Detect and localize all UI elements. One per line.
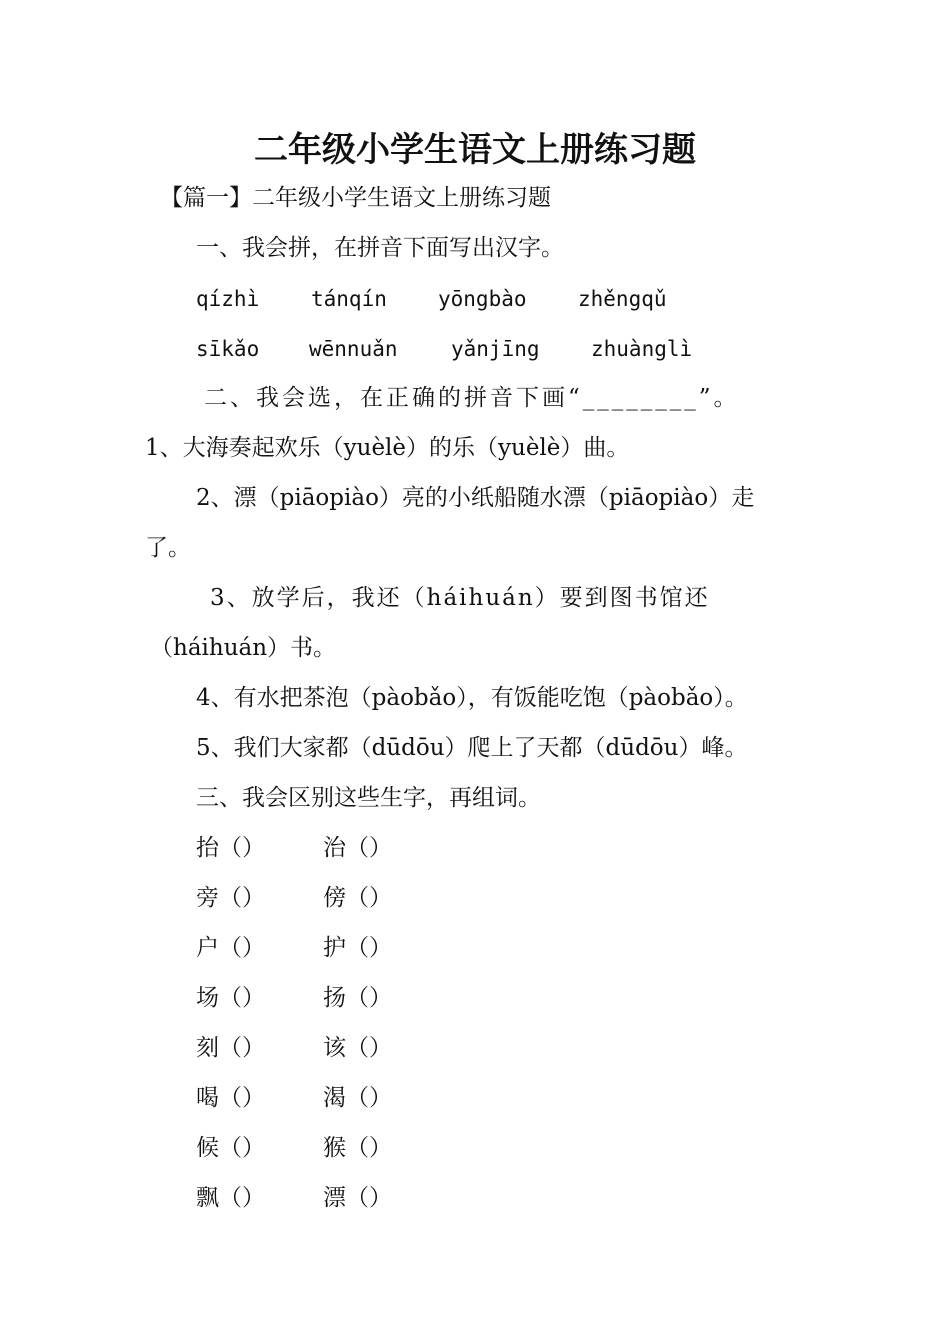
pinyin-item: sīkǎo [196, 337, 260, 361]
page-title: 二年级小学生语文上册练习题 [254, 130, 696, 170]
pinyin-item: tánqín [311, 287, 387, 311]
char-item: 该（） [323, 1035, 392, 1061]
pinyin-item: zhuànglì [591, 337, 693, 361]
section3-heading: 三、我会区别这些生字，再组词。 [196, 785, 541, 811]
sentence-3-continued: （háihuán）书。 [150, 635, 337, 661]
sentence-1: 1、大海奏起欢乐（yuèlè）的乐（yuèlè）曲。 [145, 435, 630, 461]
char-item: 傍（） [323, 885, 392, 911]
char-item: 喝（） [196, 1085, 265, 1111]
char-item: 漂（） [323, 1185, 392, 1211]
char-item: 护（） [323, 935, 392, 961]
pinyin-item: wēnnuǎn [309, 337, 398, 361]
char-item: 刻（） [196, 1035, 265, 1061]
char-item: 扬（） [323, 985, 392, 1011]
char-item: 户（） [196, 935, 265, 961]
section1-heading: 一、我会拼，在拼音下面写出汉字。 [196, 235, 564, 261]
char-item: 候（） [196, 1135, 265, 1161]
char-item: 治（） [323, 835, 392, 861]
pinyin-item: yǎnjīng [451, 337, 540, 361]
pinyin-item: qízhì [196, 287, 260, 311]
sentence-5: 5、我们大家都（dūdōu）爬上了天都（dūdōu）峰。 [196, 735, 748, 761]
sentence-2-continued: 了。 [145, 535, 191, 561]
sentence-2: 2、漂（piāopiào）亮的小纸船随水漂（piāopiào）走 [196, 485, 755, 511]
pinyin-item: yōngbào [438, 287, 527, 311]
subtitle: 【篇一】二年级小学生语文上册练习题 [160, 185, 551, 211]
char-item: 飘（） [196, 1185, 265, 1211]
char-item: 抬（） [196, 835, 265, 861]
section2-heading: 二、我会选，在正确的拼音下画“________”。 [204, 385, 740, 411]
char-item: 猴（） [323, 1135, 392, 1161]
char-item: 旁（） [196, 885, 265, 911]
sentence-4: 4、有水把茶泡（pàobǎo），有饭能吃饱（pàobǎo）。 [196, 685, 748, 711]
char-item: 场（） [196, 985, 265, 1011]
char-item: 渴（） [323, 1085, 392, 1111]
pinyin-item: zhěngqǔ [578, 287, 667, 311]
sentence-3: 3、放学后，我还（háihuán）要到图书馆还 [210, 585, 710, 611]
